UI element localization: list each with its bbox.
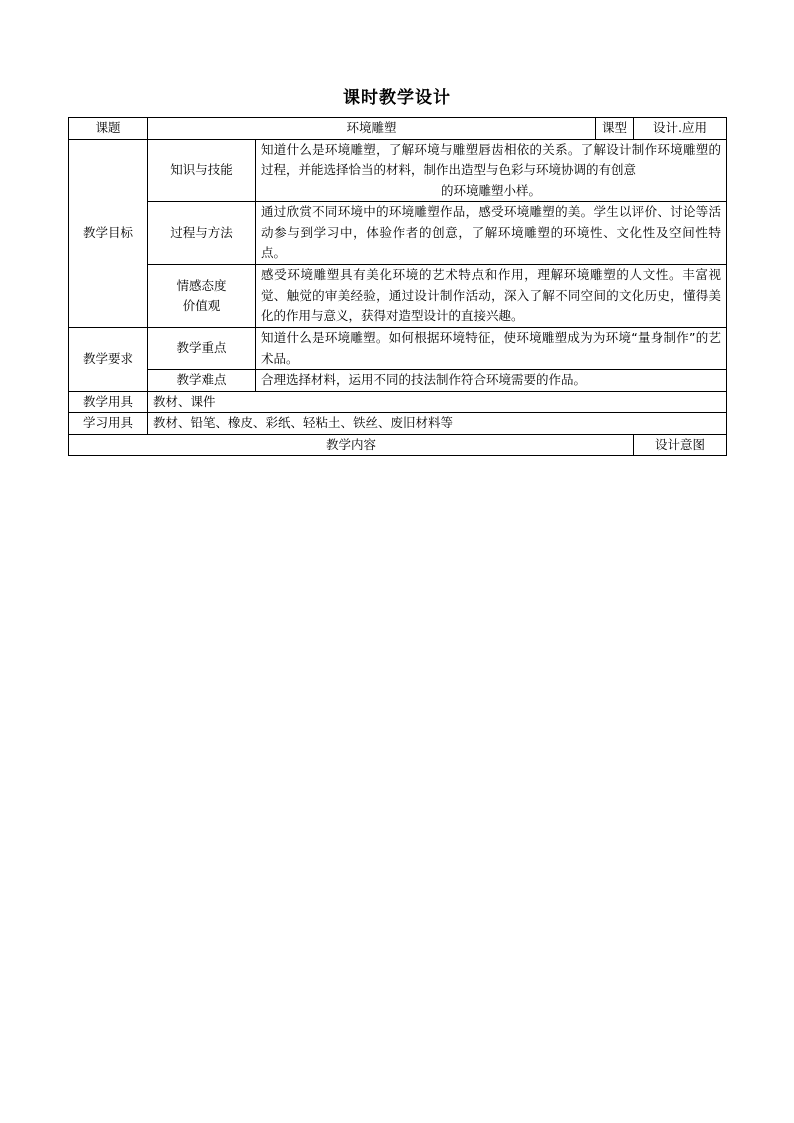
key-point-text: 知道什么是环境雕塑。如何根据环境特征，使环境雕塑成为为环境“量身制作”的艺术品。 [256, 328, 727, 370]
objective-process-row [69, 202, 727, 265]
emotion-values-label [148, 265, 256, 328]
objectives-label: 教学目标 [69, 139, 148, 328]
teaching-tools-label: 教学用具 [69, 391, 148, 413]
difficulty-label: 教学难点 [148, 370, 256, 392]
topic-value: 环境雕塑 [148, 118, 596, 140]
objective-knowledge-row [69, 139, 727, 202]
emotion-values-text: 感受环境雕塑具有美化环境的艺术特点和作用，理解环境雕塑的人文性。丰富视觉、触觉的审美经验，通过设计制作活动，深入了解不同空间的文化历史，懂得美化的作用与意义，获得对造型设计的直接兴趣。 [256, 265, 727, 328]
knowledge-skills-text-main: 知道什么是环境雕塑，了解环境与雕塑唇齿相依的关系。了解设计制作环境雕塑的过程，并能选择恰当的材料，制作出造型与色彩与环境协调的有创意 [261, 141, 722, 177]
lesson-type-value: 设计.应用 [634, 118, 727, 140]
topic-label: 课题 [69, 118, 148, 140]
requirements-label: 教学要求 [69, 328, 148, 392]
process-methods-label: 过程与方法 [148, 202, 256, 265]
design-intent-header: 设计意图 [634, 434, 727, 456]
lesson-plan-table [68, 117, 727, 456]
emotion-values-label-line1: 情感态度 [176, 277, 227, 293]
teaching-content-header: 教学内容 [69, 434, 634, 456]
learning-tools-row [69, 413, 727, 435]
lesson-type-label: 课型 [596, 118, 634, 140]
teaching-tools-row [69, 391, 727, 413]
page-title: 课时教学设计 [343, 88, 451, 108]
requirement-key-row [69, 328, 727, 370]
process-methods-text: 通过欣赏不同环境中的环境雕塑作品，感受环境雕塑的美。学生以评价、讨论等活动参与到学习中，体验作者的创意，了解环境雕塑的环境性、文化性及空间性特点。 [256, 202, 727, 265]
teaching-tools-value: 教材、课件 [148, 391, 727, 413]
key-point-label: 教学重点 [148, 328, 256, 370]
knowledge-skills-text-tail: 的环境雕塑小样。 [441, 182, 542, 198]
emotion-values-label-line2: 价值观 [182, 298, 221, 313]
topic-row [69, 118, 727, 140]
difficulty-text: 合理选择材料，运用不同的技法制作符合环境需要的作品。 [256, 370, 727, 392]
learning-tools-value: 教材、铅笔、橡皮、彩纸、轻粘土、铁丝、废旧材料等 [148, 413, 727, 435]
content-header-row [69, 434, 727, 456]
requirement-difficulty-row [69, 370, 727, 392]
objective-emotion-row [69, 265, 727, 328]
learning-tools-label: 学习用具 [69, 413, 148, 435]
knowledge-skills-text [256, 139, 727, 202]
knowledge-skills-label: 知识与技能 [148, 139, 256, 202]
